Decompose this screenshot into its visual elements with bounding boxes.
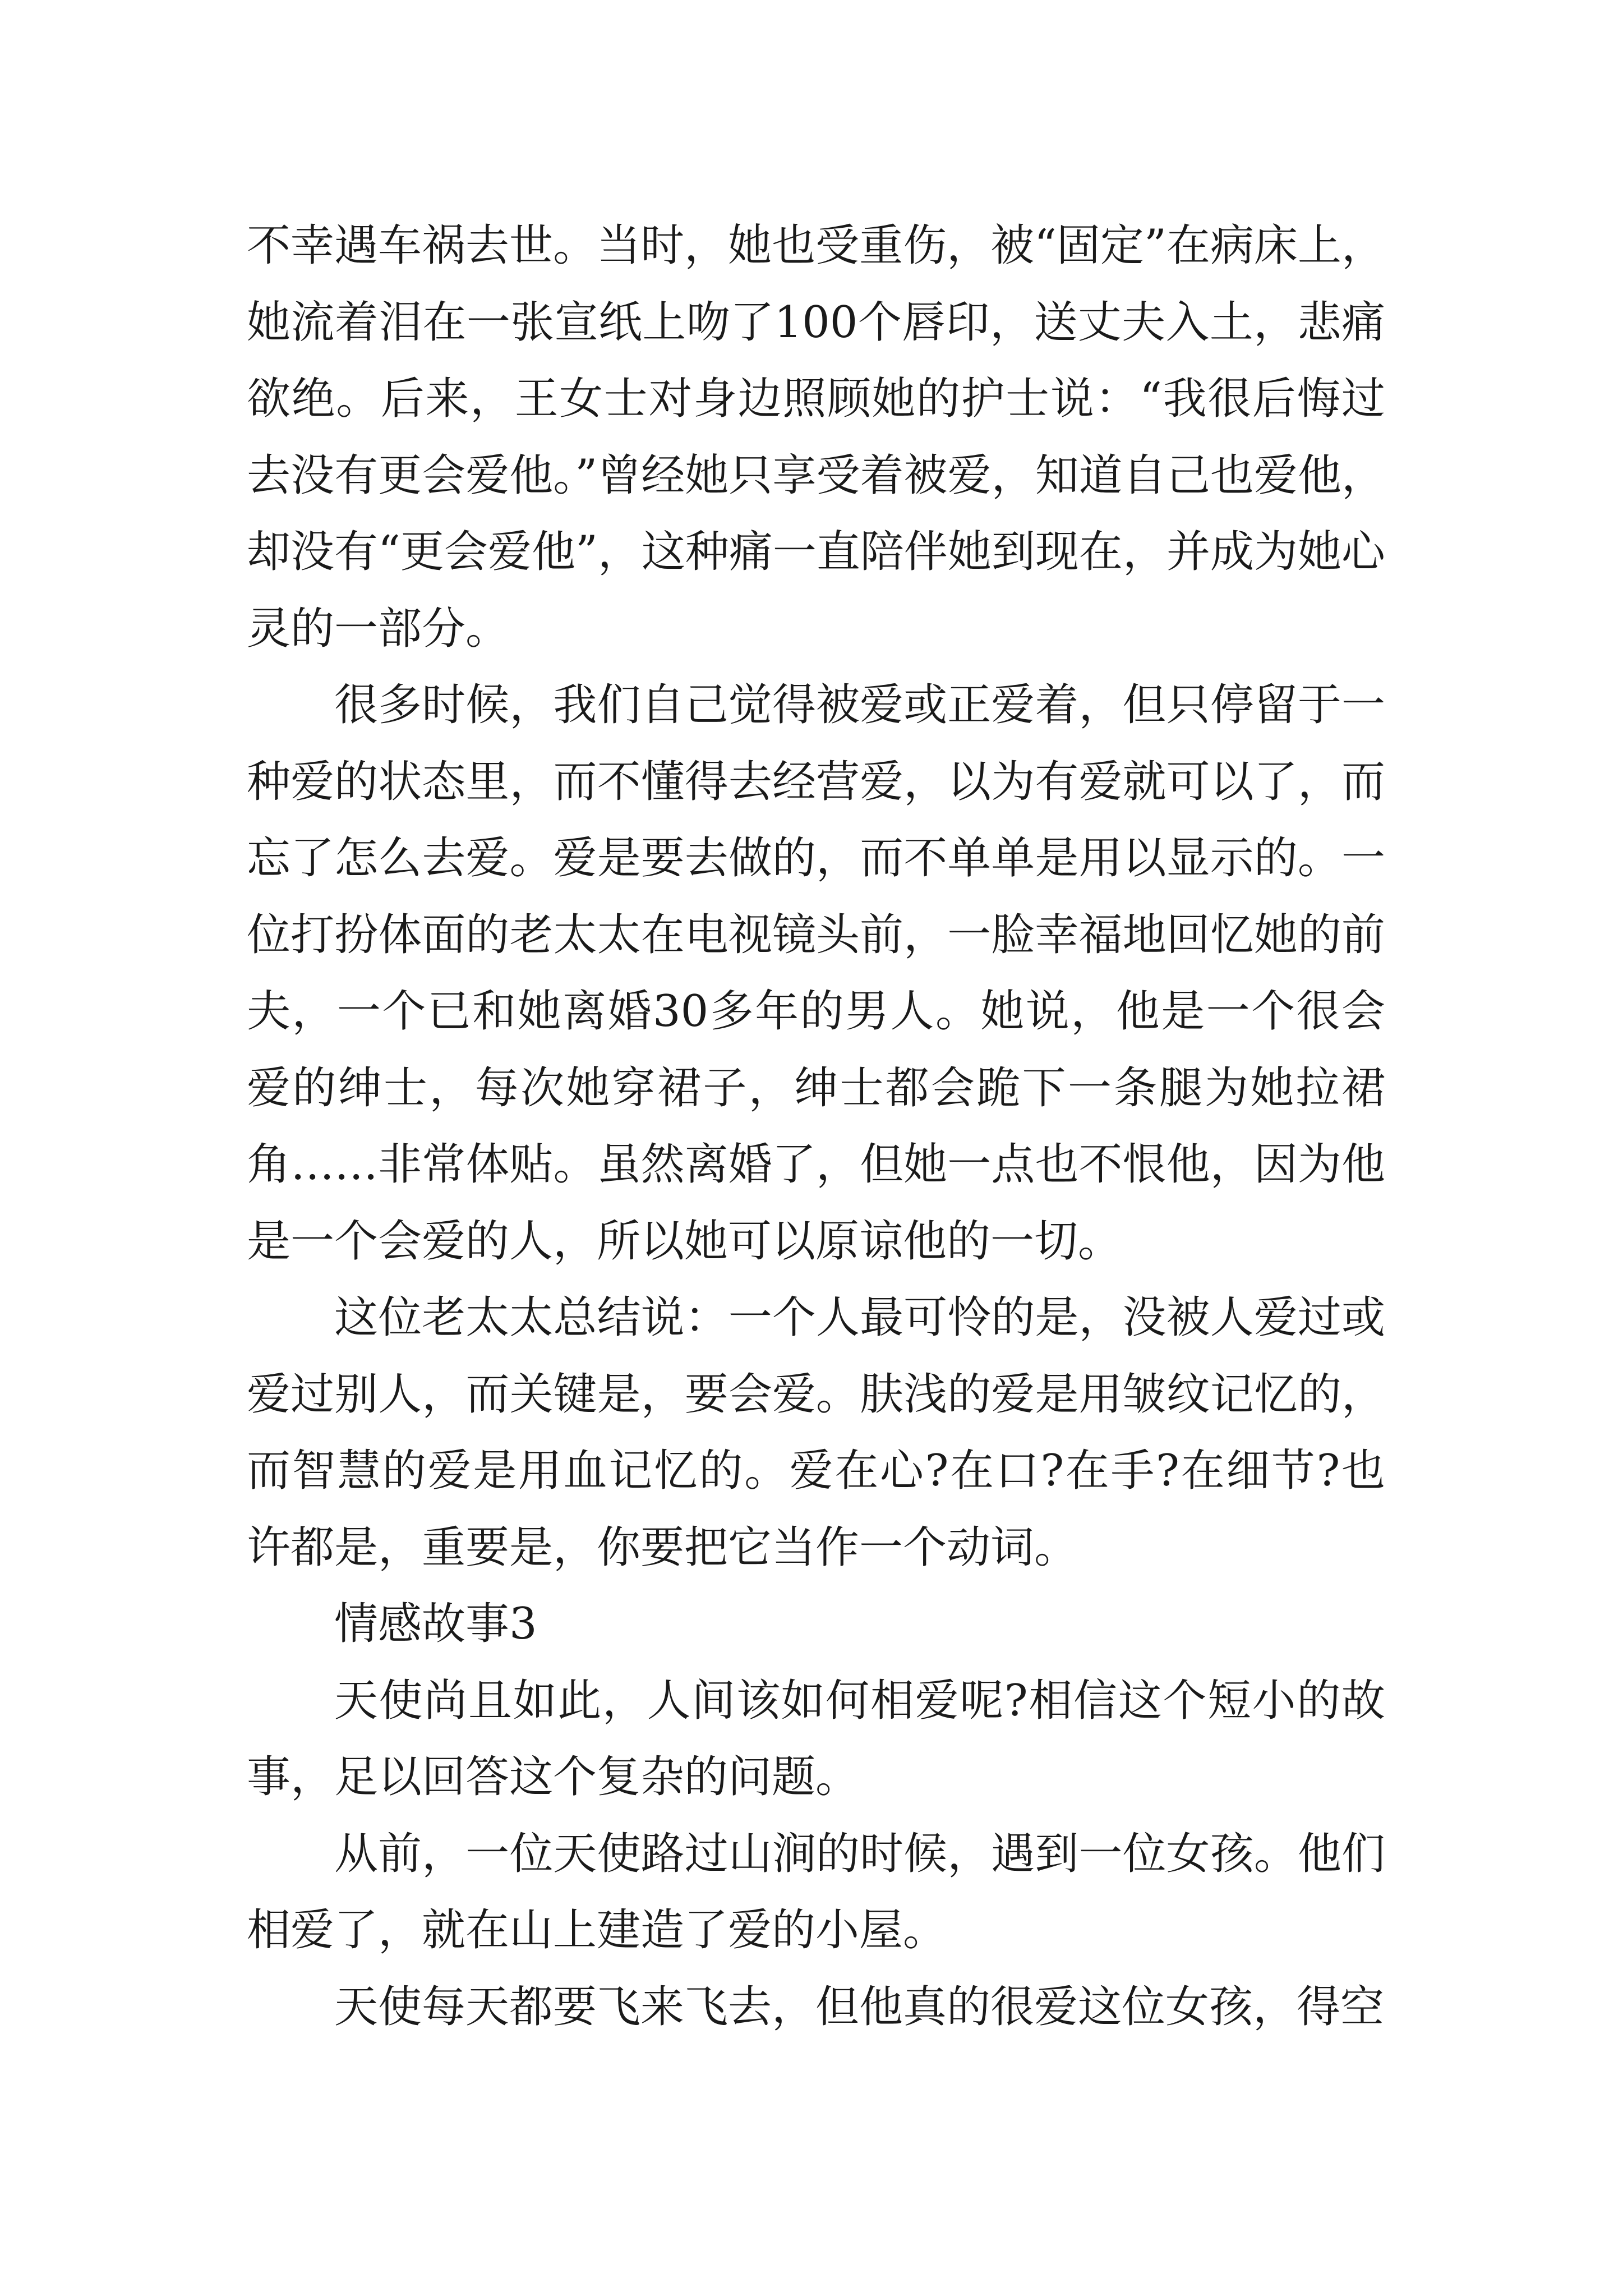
paragraph-4: 天使尚且如此，人间该如何相爱呢?相信这个短小的故事，足以回答这个复杂的问题。 (247, 1675, 1385, 1802)
paragraph-2: 很多时候，我们自己觉得被爱或正爱着，但只停留于一种爱的状态里，而不懂得去经营爱，以为有爱就可以了，而忘了怎么去爱。爱是要去做的，而不单单是用以显示的。一位打扮体面的老太太在电视镜头前，一脸幸福地回忆她的前夫，一个已和她离婚30多年的男人。她说，他是一个很会爱的绅士，每次她穿裙子，绅士都会跪下一条腿为她拉裙角……非常体贴。虽然离婚了，但她一点也不恨他，因为他是一个会爱的人，所以她可以原谅他的一切。 (247, 680, 1385, 1267)
document-body (247, 208, 1385, 2045)
paragraph-5: 从前，一位天使路过山涧的时候，遇到一位女孩。他们相爱了，就在山上建造了爱的小屋。 (247, 1828, 1385, 1955)
paragraph-1: 不幸遇车祸去世。当时，她也受重伤，被“固定”在病床上，她流着泪在一张宣纸上吻了100个唇印，送丈夫入土，悲痛欲绝。后来，王女士对身边照顾她的护士说：“我很后悔过去没有更会爱他。”曾经她只享受着被爱，知道自己也爱他，却没有“更会爱他”，这种痛一直陪伴她到现在，并成为她心灵的一部分。 (247, 220, 1385, 654)
paragraph-6: 天使每天都要飞来飞去，但他真的很爱这位女孩，得空 (334, 1981, 1385, 2032)
paragraph-3: 这位老太太总结说：一个人最可怜的是，没被人爱过或爱过别人，而关键是，要会爱。肤浅的爱是用皱纹记忆的，而智慧的爱是用血记忆的。爱在心?在口?在手?在细节?也许都是，重要是，你要把它当作一个动词。 (247, 1292, 1385, 1573)
section-heading: 情感故事3 (334, 1599, 537, 1649)
